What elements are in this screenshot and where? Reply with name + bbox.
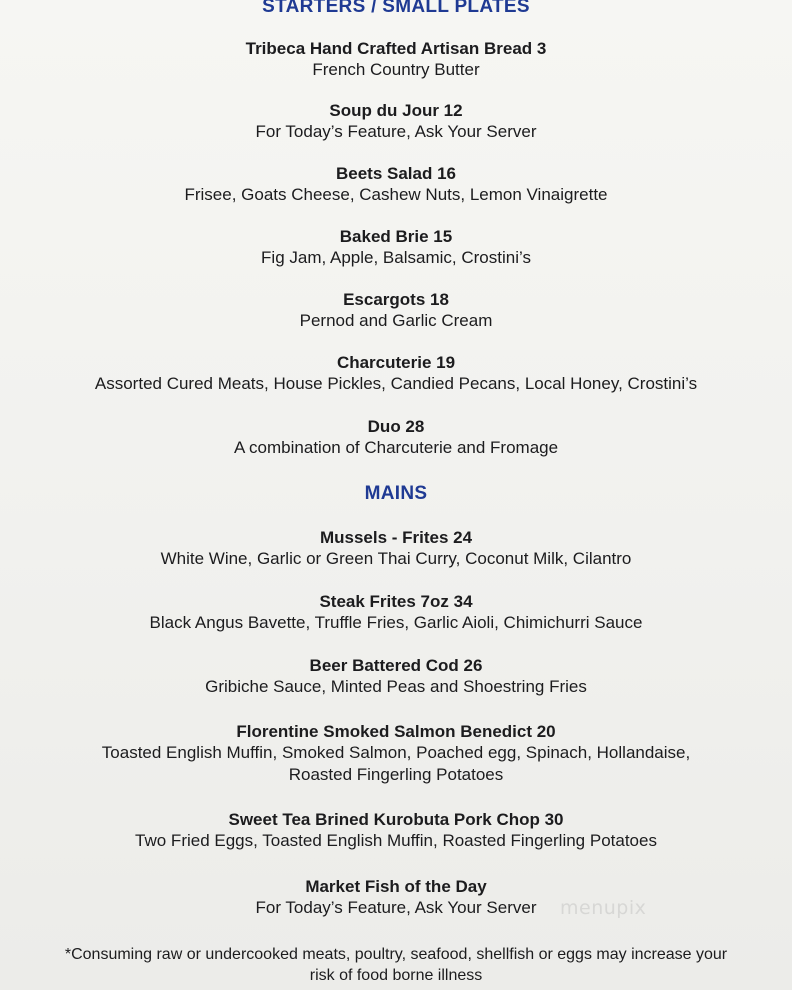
- item-description: Toasted English Muffin, Smoked Salmon, Poached egg, Spinach, Hollandaise,: [101, 743, 691, 762]
- item-description-continued: Roasted Fingerling Potatoes: [288, 765, 504, 784]
- food-safety-footnote: [0, 944, 792, 986]
- item-name: Charcuterie 19: [336, 353, 456, 372]
- menu-item: [0, 527, 792, 570]
- item-name: Steak Frites 7oz 34: [319, 592, 473, 611]
- item-name: Sweet Tea Brined Kurobuta Pork Chop 30: [228, 810, 564, 829]
- item-name: Beer Battered Cod 26: [309, 656, 483, 675]
- menu-item: [0, 38, 792, 81]
- footnote-line: risk of food borne illness: [309, 967, 483, 984]
- menu-item: [0, 721, 792, 786]
- menu-item: [0, 416, 792, 459]
- item-description: For Today’s Feature, Ask Your Server: [255, 898, 537, 917]
- item-name: Escargots 18: [343, 290, 449, 309]
- footnote-line: *Consuming raw or undercooked meats, poultry, seafood, shellfish or eggs may increase your: [64, 946, 728, 963]
- item-name: Duo 28: [367, 417, 425, 436]
- menu-item: [0, 591, 792, 634]
- item-description: Gribiche Sauce, Minted Peas and Shoestring Fries: [205, 677, 587, 696]
- item-description: White Wine, Garlic or Green Thai Curry, Coconut Milk, Cilantro: [160, 549, 632, 568]
- watermark-logo: menupix: [560, 897, 647, 919]
- menu-item: [0, 655, 792, 698]
- menu-item: [0, 163, 792, 206]
- item-name: Baked Brie 15: [339, 227, 453, 246]
- item-description: Two Fried Eggs, Toasted English Muffin, Roasted Fingerling Potatoes: [135, 831, 657, 850]
- item-name: Beets Salad 16: [335, 164, 456, 183]
- mains-heading: MAINS: [364, 483, 428, 504]
- item-name: Tribeca Hand Crafted Artisan Bread 3: [245, 39, 547, 58]
- item-description: For Today’s Feature, Ask Your Server: [255, 122, 537, 141]
- menu-item: [0, 226, 792, 269]
- item-name: Mussels - Frites 24: [319, 528, 473, 547]
- item-name: Soup du Jour 12: [329, 101, 463, 120]
- menu-item: [0, 100, 792, 143]
- item-description: Frisee, Goats Cheese, Cashew Nuts, Lemon Vinaigrette: [184, 185, 608, 204]
- item-name: Market Fish of the Day: [305, 877, 487, 896]
- item-description: Pernod and Garlic Cream: [299, 311, 493, 330]
- menu-item: [0, 352, 792, 395]
- menu-item: [0, 289, 792, 332]
- item-description: Black Angus Bavette, Truffle Fries, Garlic Aioli, Chimichurri Sauce: [149, 613, 643, 632]
- item-description: Fig Jam, Apple, Balsamic, Crostini’s: [261, 248, 531, 267]
- item-description: Assorted Cured Meats, House Pickles, Candied Pecans, Local Honey, Crostini’s: [94, 374, 698, 393]
- item-description: A combination of Charcuterie and Fromage: [233, 438, 559, 457]
- item-name: Florentine Smoked Salmon Benedict 20: [236, 722, 556, 741]
- menu-item: [0, 876, 792, 919]
- item-description: French Country Butter: [312, 60, 480, 79]
- starters-heading: STARTERS / SMALL PLATES: [262, 0, 530, 17]
- menu-item: [0, 809, 792, 852]
